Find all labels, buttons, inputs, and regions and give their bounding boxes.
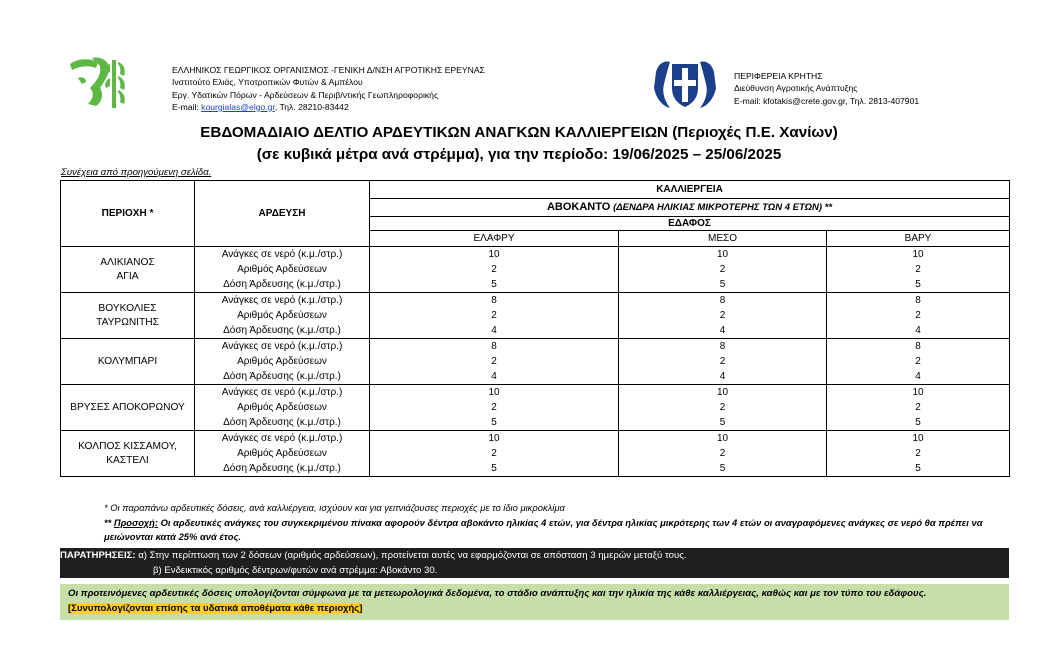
irrigation-label: Δόση Άρδευσης (κ.μ./στρ.) [195,369,370,385]
irrigation-label: Αριθμός Αρδεύσεων [195,446,370,461]
value-cell: 2 [370,262,619,277]
crop-note: (ΔΕΝΔΡΑ ΗΛΙΚΙΑΣ ΜΙΚΡΟΤΕΡΗΣ ΤΩΝ 4 ΕΤΩΝ) ** [613,202,833,213]
region-contact: E-mail: kfotakis@crete.gov.gr, Τηλ. 2813-407901 [734,95,920,106]
value-cell: 8 [827,293,1010,309]
value-cell: 10 [619,247,827,263]
soil-light: ΕΛΑΦΡΥ [370,231,619,247]
value-cell: 10 [827,431,1010,447]
lab-name: Εργ. Υδατικών Πόρων - Αρδεύσεων & Περιβ/ντικής Γεωπληροφορικής [172,89,439,100]
irrigation-table [60,180,1010,477]
value-cell: 4 [370,369,619,385]
header-left [68,54,485,113]
value-cell: 5 [370,461,619,477]
irrigation-label: Ανάγκες σε νερό (κ.μ./στρ.) [195,431,370,447]
value-cell: 10 [619,385,827,401]
area-name-line: ΑΛΙΚΙΑΝΟΣ [100,256,155,268]
notes [104,501,984,545]
directorate-name: Διεύθυνση Αγροτικής Ανάπτυξης [734,83,858,94]
table-row [61,262,1010,277]
value-cell: 2 [619,262,827,277]
value-cell: 2 [827,446,1010,461]
value-cell: 5 [370,415,619,431]
contact-line [172,101,485,113]
document-title: ΕΒΔΟΜΑΔΙΑΙΟ ΔΕΛΤΙΟ ΑΡΔΕΥΤΙΚΩΝ ΑΝΑΓΚΩΝ ΚΑΛΛΙΕΡΓΕΙΩΝ (Περιοχές Π.Ε. Χανίων) [200,124,838,141]
value-cell: 5 [619,415,827,431]
table-row [61,247,1010,263]
irrigation-label: Δόση Άρδευσης (κ.μ./στρ.) [195,277,370,293]
irrigation-label: Ανάγκες σε νερό (κ.μ./στρ.) [195,385,370,401]
area-name-line: ΤΑΥΡΩΝΙΤΗΣ [96,316,159,328]
continued-note: Συνέχεια από προηγούμενη σελίδα. [61,167,212,178]
table-row [61,369,1010,385]
soil-medium: ΜΕΣΟ [619,231,827,247]
elgo-logo-icon [68,54,166,112]
irrigation-label: Δόση Άρδευσης (κ.μ./στρ.) [195,415,370,431]
remark-a [60,549,687,563]
value-cell: 2 [619,446,827,461]
irrigation-label: Ανάγκες σε νερό (κ.μ./στρ.) [195,339,370,355]
value-cell: 8 [370,293,619,309]
value-cell: 8 [827,339,1010,355]
note-2 [104,516,984,545]
value-cell: 4 [370,323,619,339]
note-2-prefix: ** [104,516,114,528]
table-row [61,339,1010,355]
header-crop-name [370,199,1010,217]
value-cell: 5 [619,277,827,293]
value-cell: 2 [619,354,827,369]
irrigation-label: Ανάγκες σε νερό (κ.μ./στρ.) [195,247,370,263]
value-cell: 8 [619,293,827,309]
remarks-label: ΠΑΡΑΤΗΡΗΣΕΙΣ: [60,550,136,561]
value-cell: 2 [827,354,1010,369]
value-cell: 2 [827,262,1010,277]
header-right-text [734,70,919,107]
irrigation-label: Αριθμός Αρδεύσεων [195,262,370,277]
irrigation-label: Αριθμός Αρδεύσεων [195,308,370,323]
value-cell: 2 [370,400,619,415]
org-name: ΕΛΛΗΝΙΚΟΣ ΓΕΩΡΓΙΚΟΣ ΟΡΓΑΝΙΣΜΟΣ -ΓΕΝΙΚΗ Δ/ΝΣΗ ΑΓΡΟΤΙΚΗΣ ΕΡΕΥΝΑΣ [172,65,485,75]
area-name-line: ΚΟΛΥΜΠΑΡΙ [97,355,158,367]
table-row [61,323,1010,339]
remarks-bar [60,548,1009,578]
value-cell: 2 [370,354,619,369]
value-cell: 2 [827,400,1010,415]
value-cell: 4 [827,323,1010,339]
footer-text: Οι προτεινόμενες αρδευτικές δόσεις υπολογίζονται σύμφωνα με τα μετεωρολογικά δεδομένα, το στάδιο ανάπτυξης και την ηλικία της κάθε καλλιέργειας, καθώς και με τον τύπο του εδάφους. [68,588,927,599]
institute-name: Ινστιτούτο Ελιάς, Υποτροπικών Φυτών & Αμπέλου [172,77,363,88]
value-cell: 10 [827,247,1010,263]
value-cell: 5 [370,277,619,293]
header-soil: ΕΔΑΦΟΣ [370,217,1010,231]
table-row [61,415,1010,431]
area-name [61,293,195,339]
irrigation-label: Δόση Άρδευσης (κ.μ./στρ.) [195,323,370,339]
header-right [650,58,919,112]
value-cell: 10 [370,247,619,263]
value-cell: 10 [370,385,619,401]
area-name [61,247,195,293]
value-cell: 10 [370,431,619,447]
table-row [61,400,1010,415]
value-cell: 2 [370,308,619,323]
value-cell: 10 [619,431,827,447]
area-name [61,339,195,385]
table-row [61,431,1010,447]
area-name-line: ΚΑΣΤΕΛΙ [106,454,149,466]
header-left-text [172,64,485,113]
value-cell: 8 [619,339,827,355]
value-cell: 10 [827,385,1010,401]
area-name-line: ΚΟΛΠΟΣ ΚΙΣΣΑΜΟΥ, [78,440,177,452]
email-link[interactable]: kourgialas@elgo.gr [201,101,275,112]
value-cell: 5 [827,415,1010,431]
table-row [61,446,1010,461]
value-cell: 2 [827,308,1010,323]
greek-crest-icon [650,58,720,112]
header-irrigation: ΑΡΔΕΥΣΗ [195,181,370,247]
irrigation-label: Αριθμός Αρδεύσεων [195,400,370,415]
value-cell: 2 [619,400,827,415]
area-name-line: ΒΡΥΣΕΣ ΑΠΟΚΟΡΩΝΟΥ [70,401,185,413]
value-cell: 8 [370,339,619,355]
region-name: ΠΕΡΙΦΕΡΕΙΑ ΚΡΗΤΗΣ [734,71,823,81]
phone: , Τηλ. 28210-83442 [274,101,349,112]
note-1: * Οι παραπάνω αρδευτικές δόσεις, ανά καλλιέργεια, ισχύουν και για γειτνιάζουσες περιοχές με το ίδιο μικροκλίμα [104,502,565,513]
header-area: ΠΕΡΙΟΧΗ * [61,181,195,247]
crop-name: ΑΒΟΚΑΝΤΟ [546,201,611,213]
note-2-text: Οι αρδευτικές ανάγκες του συγκεκριμένου πίνακα αφορούν δέντρα αβοκάντο ηλικίας 4 ετών, για δέντρα ηλικίας μικρότερης των 4 ετών οι αναγραφόμενες ανάγκες σε νερό θα πρέπει να μειώνονται κατά 25% ανά έτος. [104,516,983,542]
footer-note [60,584,1009,620]
value-cell: 5 [619,461,827,477]
remark-a-text: α) Στην περίπτωση των 2 δόσεων (αριθμός αρδεύσεων), προτείνεται αυτές να εφαρμόζονται σε απόσταση 3 ημερών μεταξύ τους. [135,550,687,561]
footer-highlight: [Συνυπολογίζονται επίσης τα υδατικά αποθέματα κάθε περιοχής] [68,603,363,614]
remark-b: β) Ενδεικτικός αριθμός δέντρων/φυτών ανά στρέμμα: Αβοκάντο 30. [153,565,438,576]
area-name [61,385,195,431]
header-crop: ΚΑΛΛΙΕΡΓΕΙΑ [370,181,1010,199]
area-name [61,431,195,477]
table-row [61,461,1010,477]
soil-heavy: ΒΑΡΥ [827,231,1010,247]
table-row [61,277,1010,293]
note-2-label: Προσοχή: [113,516,158,528]
value-cell: 5 [827,277,1010,293]
table-row [61,308,1010,323]
irrigation-label: Δόση Άρδευσης (κ.μ./στρ.) [195,461,370,477]
table-row [61,293,1010,309]
value-cell: 5 [827,461,1010,477]
table-row [61,385,1010,401]
area-name-line: ΒΟΥΚΟΛΙΕΣ [98,302,157,314]
table-row [61,354,1010,369]
value-cell: 4 [619,369,827,385]
value-cell: 4 [619,323,827,339]
area-name-line: ΑΓΙΑ [116,270,139,282]
irrigation-label: Ανάγκες σε νερό (κ.μ./στρ.) [195,293,370,309]
irrigation-label: Αριθμός Αρδεύσεων [195,354,370,369]
document-subtitle: (σε κυβικά μέτρα ανά στρέμμα), για την περίοδο: 19/06/2025 – 25/06/2025 [256,146,782,163]
value-cell: 2 [370,446,619,461]
email-label: E-mail: [172,101,202,112]
value-cell: 4 [827,369,1010,385]
value-cell: 2 [619,308,827,323]
